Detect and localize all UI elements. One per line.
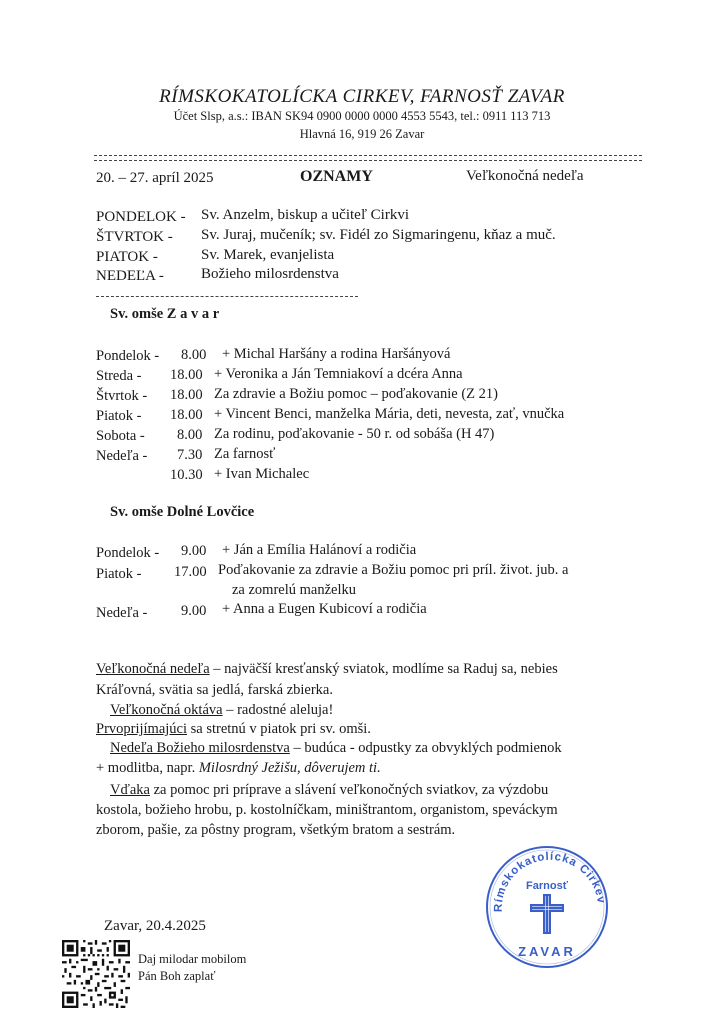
mass-day: Nedeľa - [96,448,148,464]
zavar-heading: Sv. omše Z a v a r [110,306,220,322]
announcement-label: Veľkonočná oktáva [110,702,223,718]
announcement-text: + modlitba, napr. [96,760,199,776]
mass-day: Pondelok - [96,545,160,561]
saint-text: Sv. Anzelm, biskup a učiteľ Cirkvi [201,207,410,223]
stamp-arc-text: Rímskokatolícka Cirkev [492,850,608,913]
mass-day: Sobota - [96,428,145,444]
prayer-text: Milosrdný Ježišu, dôverujem ti. [198,760,381,776]
mass-time: 9.00 [181,543,207,559]
announcement-label: Veľkonočná nedeľa [96,661,210,677]
cross-icon [530,894,564,934]
donate-line-1: Daj milodar mobilom [138,952,247,966]
announcement-label: Vďaka [110,782,150,798]
mass-day: Piatok - [96,408,142,424]
mass-day: Streda - [96,368,142,384]
announcement-text: sa stretnú v piatok pri sv. omši. [187,721,371,737]
announcement-octave [110,700,333,720]
mass-time: 18.00 [170,407,203,423]
parish-stamp [482,842,612,972]
mass-time: 9.00 [181,603,207,619]
mass-intent: + Veronika a Ján Temniakoví a dcéra Anna [214,366,463,382]
divider-saints [96,296,358,297]
mass-time: 10.30 [170,467,203,483]
mass-time: 17.00 [174,564,207,580]
mass-day: Štvrtok - [96,388,148,404]
announcement-text: – radostné aleluja! [222,702,334,718]
announcement-label: Prvoprijímajúci [96,721,188,737]
stamp-seal-icon [482,842,612,972]
mass-time: 18.00 [170,387,203,403]
divider-top [94,155,642,156]
feast-name: Veľkonočná nedeľa [466,168,584,184]
mass-time: 7.30 [177,447,203,463]
saint-day: NEDEĽA - [96,268,164,284]
saint-day: ŠTVRTOK - [96,229,173,245]
mass-intent: + Anna a Eugen Kubicoví a rodičia [222,601,427,617]
mass-day: Nedeľa - [96,605,148,621]
mass-intent: Za zdravie a Božiu pomoc – poďakovanie (Z 21) [214,386,498,402]
announcement-text: za pomoc pri príprave a slávení veľkonočných sviatkov, za výzdobu [149,782,549,798]
mass-intent: Za rodinu, poďakovanie - 50 r. od sobáša (H 47) [214,426,495,442]
mass-intent-cont: za zomrelú manželku [232,582,356,598]
announcement-label: Nedeľa Božieho milosrdenstva [110,740,290,756]
mass-intent: + Ján a Emília Halánoví a rodičia [222,542,417,558]
mass-intent: + Ivan Michalec [214,466,310,482]
announcement-easter [96,659,558,679]
announcement-thanks-cont: kostola, božieho hrobu, p. kostolníčkam, miništrantom, organistom, speváckym [96,802,558,818]
address-line: Hlavná 16, 919 26 Zavar [299,127,425,141]
mass-intent: + Michal Haršány a rodina Haršányová [222,346,451,362]
qr-code[interactable] [62,940,130,1008]
announcement-text: – budúca - odpustky za obvyklých podmienok [289,740,562,756]
announcement-mercy-cont [96,758,381,778]
oznamy-heading: OZNAMY [300,168,373,185]
qr-code-icon [62,940,130,1008]
stamp-inner-text: Farnosť [526,880,568,892]
saint-day: PIATOK - [96,249,158,265]
saint-text: Sv. Juraj, mučeník; sv. Fidél zo Sigmaringenu, kňaz a muč. [201,227,556,243]
place-date: Zavar, 20.4.2025 [104,918,206,934]
mass-time: 18.00 [170,367,203,383]
mass-day: Pondelok - [96,348,160,364]
announcement-text: – najväčší kresťanský sviatok, modlíme sa Raduj sa, nebies [209,661,558,677]
mass-day: Piatok - [96,566,142,582]
announcement-thanks-cont: zborom, pašie, za pôstny program, všetkým bratom a sestrám. [96,822,456,838]
date-range: 20. – 27. apríl 2025 [96,170,214,186]
donate-line-2: Pán Boh zaplať [138,969,216,983]
mass-time: 8.00 [181,347,207,363]
saint-text: Božieho milosrdenstva [201,266,339,282]
announcement-easter-cont: Kráľovná, svätia sa jedlá, farská zbierka. [96,682,333,698]
saint-day: PONDELOK - [96,209,186,225]
parish-title: RÍMSKOKATOLÍCKA CIRKEV, FARNOSŤ ZAVAR [159,86,565,107]
mass-intent: + Vincent Benci, manželka Mária, deti, nevesta, zať, vnučka [214,406,565,422]
divider-top-2 [94,160,642,161]
announcement-first-communion [96,719,371,739]
lovcice-heading: Sv. omše Dolné Lovčice [110,504,255,520]
mass-intent: Poďakovanie za zdravie a Božiu pomoc pri príl. život. jub. a [218,562,569,578]
announcement-thanks [110,780,548,800]
account-line: Účet Slsp, a.s.: IBAN SK94 0900 0000 0000 4553 5543, tel.: 0911 113 713 [173,109,551,123]
mass-time: 8.00 [177,427,203,443]
stamp-bottom-text: ZAVAR [518,944,576,959]
announcement-mercy-sunday [110,738,562,758]
saint-text: Sv. Marek, evanjelista [201,247,335,263]
mass-intent: Za farnosť [214,446,276,462]
